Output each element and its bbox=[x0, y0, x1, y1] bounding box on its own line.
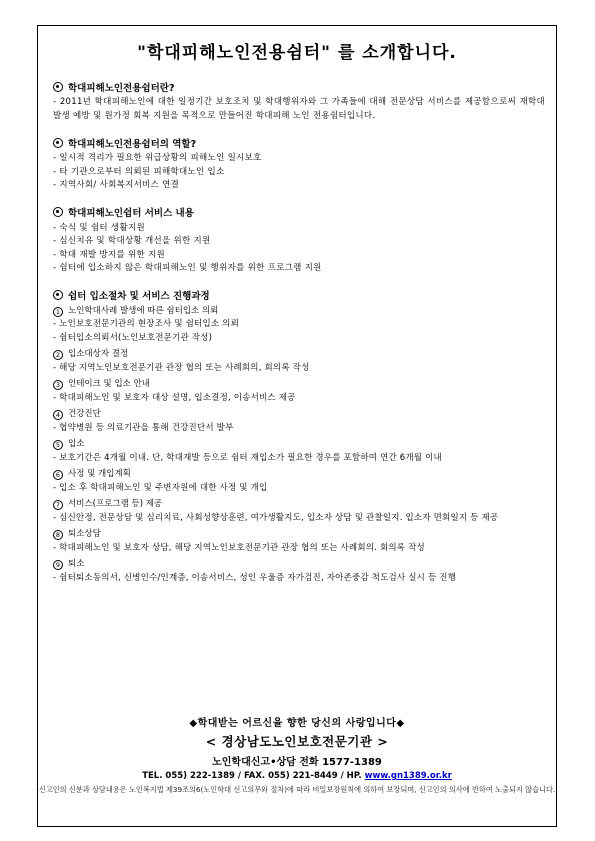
section-heading-definition bbox=[53, 80, 545, 93]
step-detail: - 쉼터입소의뢰서(노인보호전문기관 작성) bbox=[53, 332, 213, 343]
step-title: 서비스(프로그램 등) 제공 bbox=[68, 499, 163, 509]
step-detail: - 노인보호전문기관의 현장조사 및 쉼터입소 의뢰 bbox=[53, 319, 239, 329]
step-number: 4 bbox=[53, 410, 63, 420]
double-circle-bullet-icon bbox=[53, 82, 63, 92]
website-link[interactable]: www.gn1389.or.kr bbox=[364, 771, 452, 781]
service-item: - 학대 재발 방지를 위한 지원 bbox=[53, 249, 165, 260]
footer-contact bbox=[38, 771, 556, 781]
double-circle-bullet-icon bbox=[53, 290, 63, 300]
step-number: 6 bbox=[53, 470, 63, 480]
step-title: 입소 bbox=[68, 439, 85, 449]
footer bbox=[38, 714, 556, 795]
contact-numbers: TEL. 055) 222-1389 / FAX. 055) 221-8449 / HP. bbox=[142, 771, 362, 781]
procedure-step bbox=[53, 305, 545, 346]
section-heading-text: 학대피해노인전용쉼터의 역할? bbox=[68, 138, 197, 150]
service-item: - 심신치유 및 학대상황 개선을 위한 지원 bbox=[53, 236, 211, 246]
step-title: 퇴소상담 bbox=[68, 529, 101, 539]
document-body bbox=[53, 80, 545, 585]
step-number: 5 bbox=[53, 440, 63, 450]
step-detail: - 학대피해노인 및 보호자 대상 설명, 입소결정, 이송서비스 제공 bbox=[53, 392, 296, 403]
procedure-step bbox=[53, 558, 545, 585]
service-item: - 쉼터에 입소하지 않은 학대피해노인 및 행위자를 위한 프로그램 지원 bbox=[53, 263, 322, 273]
step-detail: - 입소 후 학대피해노인 및 주변자원에 대한 사정 및 개입 bbox=[53, 482, 268, 493]
footer-slogan: ◆학대받는 어르신을 향한 당신의 사랑입니다◆ bbox=[189, 718, 405, 729]
role-item: - 지역사회/ 사회복지서비스 연결 bbox=[53, 180, 180, 190]
footer-organization: < 경상남도노인보호전문기관 > bbox=[205, 734, 389, 749]
step-detail: - 쉼터퇴소동의서, 신병인수/인계증, 이송서비스, 성인 우울증 자가검진, 자아존중감 척도검사 실시 등 진행 bbox=[53, 572, 457, 583]
step-detail: - 심신안정, 전문상담 및 심리치료, 사회성향상훈련, 여가생활지도, 입소자 상담 및 관찰일지. 입소자 면회일지 등 제공 bbox=[53, 512, 499, 523]
procedure-step bbox=[53, 378, 545, 405]
procedure-step bbox=[53, 468, 545, 495]
service-item: - 숙식 및 쉼터 생활지원 bbox=[53, 222, 145, 233]
procedure-step bbox=[53, 348, 545, 375]
procedure-step bbox=[53, 438, 545, 465]
step-number: 8 bbox=[53, 530, 63, 540]
step-detail: - 해당 지역노인보호전문기관 관장 협의 또는 사례회의, 회의록 작성 bbox=[53, 362, 310, 373]
section-heading-text: 쉼터 입소절차 및 서비스 진행과정 bbox=[68, 291, 210, 302]
role-item: - 일시적 격리가 필요한 위급상황의 피해노인 일시보호 bbox=[53, 153, 262, 163]
step-title: 입소대상자 결정 bbox=[68, 349, 129, 359]
step-title: 퇴소 bbox=[68, 559, 85, 569]
step-number: 1 bbox=[53, 307, 63, 317]
definition-paragraph: - 2011년 학대피해노인에 대한 일정기간 보호조치 및 학대행위자와 그 가족들에 대해 전문상담 서비스를 제공함으로써 재학대 발생 예방 및 원가정 회복 지원을 목적으로 만들어진 학대피해 노인 전용쉼터입니다. bbox=[53, 97, 545, 121]
step-title: 사정 및 개입계획 bbox=[68, 469, 131, 479]
step-title: 인테이크 및 입소 안내 bbox=[68, 379, 151, 389]
section-heading-text: 학대피해노인쉼터 서비스 내용 bbox=[68, 208, 194, 219]
page-title: "학대피해노인전용쉼터" 를 소개합니다. bbox=[137, 43, 457, 63]
step-title: 건강진단 bbox=[68, 409, 101, 419]
footer-hotline: 노인학대신고•상담 전화 1577-1389 bbox=[212, 757, 382, 768]
double-circle-bullet-icon bbox=[53, 207, 63, 217]
section-heading-services bbox=[53, 206, 545, 219]
section-heading-procedure bbox=[53, 289, 545, 302]
step-number: 2 bbox=[53, 350, 63, 360]
step-detail: - 학대피해노인 및 보호자 상담, 해당 지역노인보호전문기관 관장 협의 또는 사례회의. 회의록 작성 bbox=[53, 542, 425, 553]
step-detail: - 협약병원 등 의료기관을 통해 건강진단서 발부 bbox=[53, 422, 234, 433]
procedure-step bbox=[53, 408, 545, 435]
step-number: 7 bbox=[53, 500, 63, 510]
section-heading-text: 학대피해노인전용쉼터란? bbox=[68, 82, 175, 94]
procedure-step bbox=[53, 498, 545, 525]
step-detail: - 보호기간은 4개월 이내. 단, 학대재발 등으로 쉼터 재입소가 필요한 경우를 포함하여 연간 6개월 이내 bbox=[53, 452, 442, 463]
document-frame bbox=[37, 25, 557, 827]
procedure-step bbox=[53, 528, 545, 555]
role-item: - 타 기관으로부터 의뢰된 피해학대노인 입소 bbox=[53, 166, 225, 177]
step-number: 9 bbox=[53, 560, 63, 570]
step-title: 노인학대사례 발생에 따른 쉼터입소 의뢰 bbox=[68, 305, 219, 316]
section-heading-role bbox=[53, 136, 545, 149]
step-number: 3 bbox=[53, 380, 63, 390]
privacy-notice: 신고인의 신분과 상담내용은 노인복지법 제39조의6(노인학대 신고의무와 절차)에 따라 비밀보장원칙에 의하여 보장되며, 신고인의 의사에 반하여 노출되지 않습니다. bbox=[38, 785, 556, 794]
double-circle-bullet-icon bbox=[53, 138, 63, 148]
